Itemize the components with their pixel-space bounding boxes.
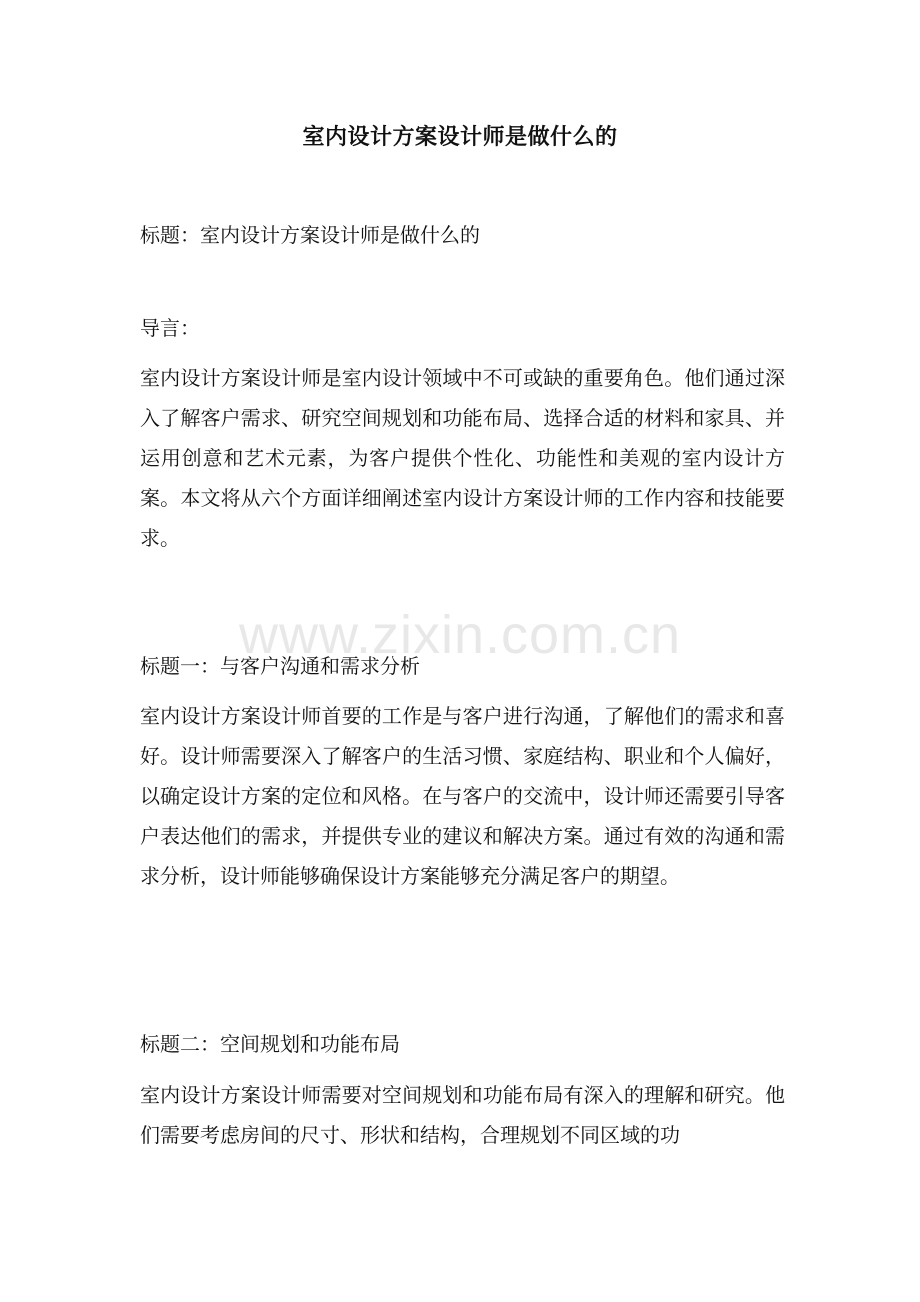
section-2-heading: 标题二：空间规划和功能布局 <box>140 1032 400 1056</box>
document-title: 室内设计方案设计师是做什么的 <box>302 124 618 150</box>
subject-line: 标题：室内设计方案设计师是做什么的 <box>140 223 480 247</box>
section-1-heading: 标题一：与客户沟通和需求分析 <box>140 654 420 678</box>
section-2-paragraph: 室内设计方案设计师需要对空间规划和功能布局有深入的理解和研究。他们需要考虑房间的尺寸、形状和结构，合理规划不同区域的功 <box>140 1083 785 1147</box>
watermark-text: www.zixin.com.cn <box>238 605 682 665</box>
section-1-paragraph: 室内设计方案设计师首要的工作是与客户进行沟通，了解他们的需求和喜好。设计师需要深入了解客户的生活习惯、家庭结构、职业和个人偏好，以确定设计方案的定位和风格。在与客户的交流中，设计师还需要引导客户表达他们的需求，并提供专业的建议和解决方案。通过有效的沟通和需求分析，设计师能够确保设计方案能够充分满足客户的期望。 <box>140 704 785 888</box>
intro-paragraph: 室内设计方案设计师是室内设计领域中不可或缺的重要角色。他们通过深入了解客户需求、研究空间规划和功能布局、选择合适的材料和家具、并运用创意和艺术元素，为客户提供个性化、功能性和美观的室内设计方案。本文将从六个方面详细阐述室内设计方案设计师的工作内容和技能要求。 <box>140 366 785 550</box>
intro-label: 导言： <box>140 316 200 340</box>
